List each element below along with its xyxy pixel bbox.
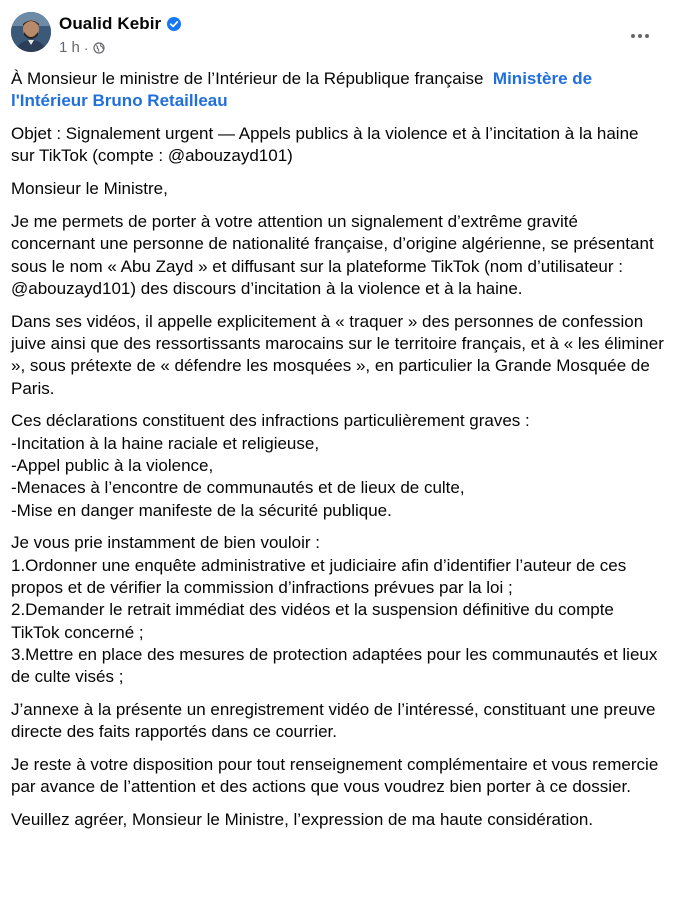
addressee-text: À Monsieur le ministre de l’Intérieur de la République française	[11, 69, 484, 88]
author-line	[59, 14, 181, 34]
post-timestamp[interactable]: 1 h	[59, 39, 80, 56]
annex-paragraph: J’annexe à la présente un enregistrement vidéo de l’intéressé, constituant une preuve directe des faits rapportés dans ce courrier.	[11, 699, 656, 742]
requests-intro: Je vous prie instamment de bien vouloir :	[11, 533, 320, 553]
author-name[interactable]: Oualid Kebir	[59, 14, 162, 33]
request-item: 2.Demander le retrait immédiat des vidéos et la suspension définitive du compte TikTok concerné ;	[11, 600, 614, 642]
meta-separator: ·	[83, 39, 89, 56]
addressee-paragraph	[11, 68, 666, 113]
offence-item: -Appel public à la violence,	[11, 455, 214, 475]
request-item: 3.Mettre en place des mesures de protection adaptées pour les communautés et lieux de culte visés ;	[11, 644, 658, 687]
subject-paragraph: Objet : Signalement urgent — Appels publics à la violence et à l’incitation à la haine sur TikTok (compte : @abouzayd101)	[11, 124, 639, 166]
verified-badge-icon	[167, 17, 181, 31]
more-options-icon	[630, 33, 650, 39]
videos-paragraph: Dans ses vidéos, il appelle explicitement à « traquer » des personnes de confession juive ainsi que des ressortissants marocains sur le territoire français, et à « les éliminer », sous prétexte de « défendre les mosquées », en particulier la Grande Mosquée de Paris.	[11, 311, 664, 398]
requests-paragraph	[11, 532, 666, 688]
more-options-button[interactable]	[622, 24, 658, 48]
tag-person[interactable]: Bruno Retailleau	[92, 91, 228, 111]
availability-paragraph: Je reste à votre disposition pour tout renseignement complémentaire et vous remercie par avance de l’attention et des actions que vous voudrez bien porter à ce dossier.	[11, 755, 659, 797]
report-paragraph: Je me permets de porter à votre attention un signalement d’extrême gravité concernant une personne de nationalité française, d’origine algérienne, se présentant sous le nom « Abu Zayd » et diffusant sur la plateforme TikTok (nom d’utilisateur : @abouzayd101) des discours d’incitation à la violence et à la haine.	[11, 211, 654, 298]
offence-item: -Mise en danger manifeste de la sécurité publique.	[11, 500, 392, 520]
post-header	[11, 0, 666, 64]
post-meta	[59, 39, 105, 56]
avatar[interactable]	[11, 12, 51, 52]
closing-paragraph: Veuillez agréer, Monsieur le Ministre, l’expression de ma haute considération.	[11, 810, 594, 830]
offences-paragraph	[11, 410, 666, 521]
offences-intro: Ces déclarations constituent des infractions particulièrement graves :	[11, 411, 530, 431]
globe-icon[interactable]	[93, 42, 105, 54]
request-item: 1.Ordonner une enquête administrative et judiciaire afin d’identifier l’auteur de ces propos et de vérifier la commission d’infractions prévues par la loi ;	[11, 555, 627, 597]
offence-item: -Incitation à la haine raciale et religieuse,	[11, 433, 320, 453]
tag-ministry[interactable]: Ministère de l'Intérieur	[11, 69, 593, 111]
salutation-paragraph: Monsieur le Ministre,	[11, 179, 168, 199]
offence-item: -Menaces à l’encontre de communautés et de lieux de culte,	[11, 478, 465, 498]
post-body	[11, 68, 666, 831]
